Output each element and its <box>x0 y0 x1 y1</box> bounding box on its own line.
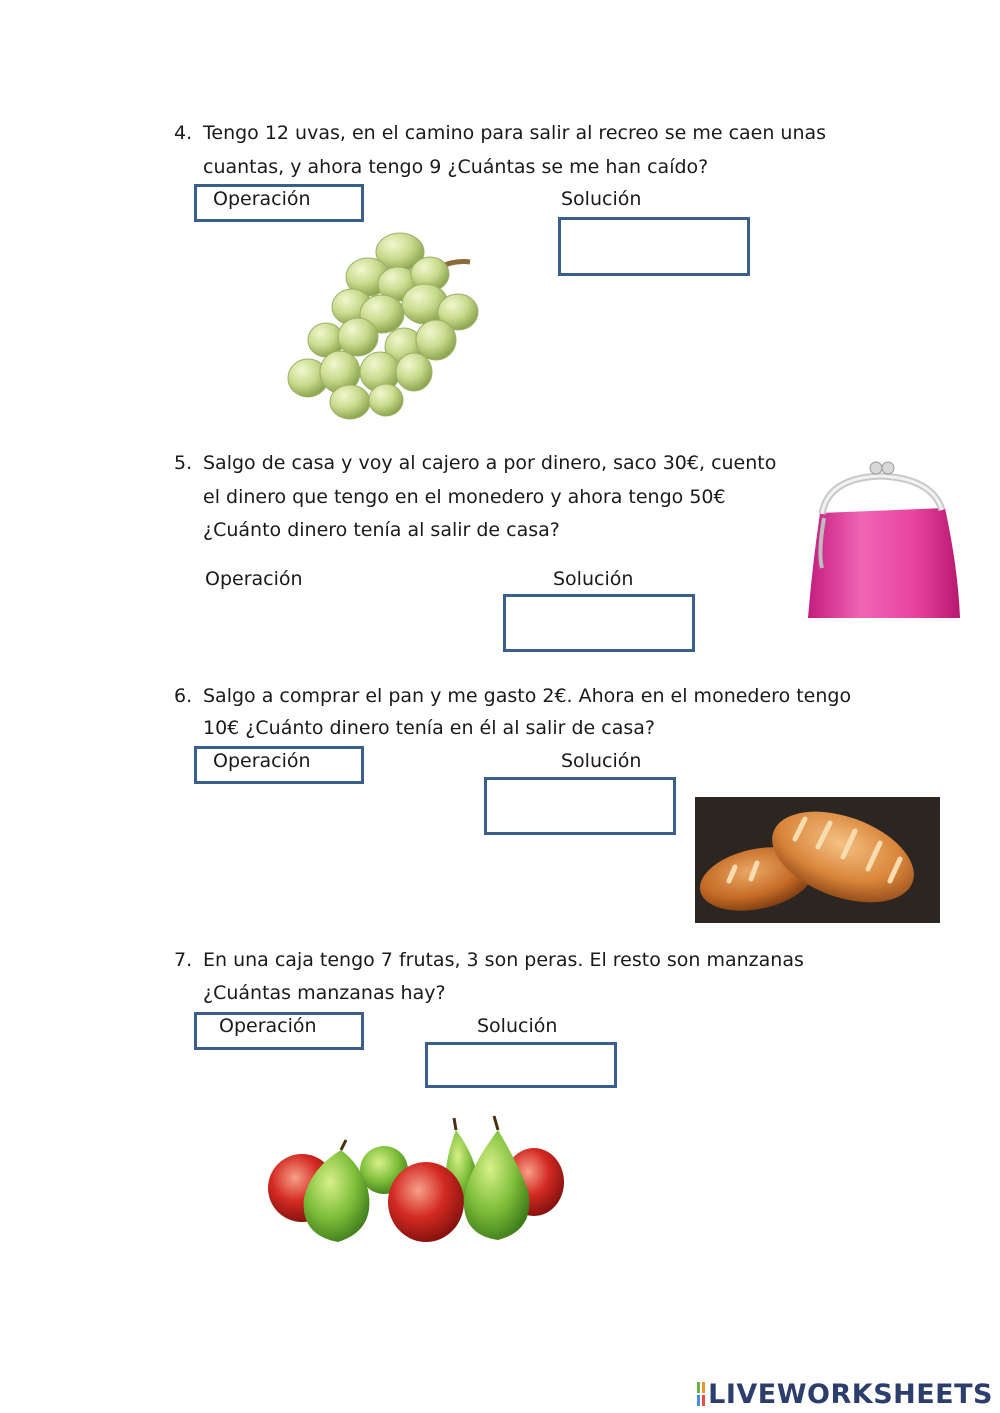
question-4-operation-label: Operación <box>213 188 311 210</box>
question-5-solution-box[interactable] <box>503 594 695 652</box>
question-4-line-2: cuantas, y ahora tengo 9 ¿Cuántas se me han caído? <box>203 156 709 178</box>
question-5-line-3: ¿Cuánto dinero tenía al salir de casa? <box>203 519 560 541</box>
question-6-solution-input[interactable] <box>487 780 673 832</box>
question-5-operation-label: Operación <box>205 568 303 590</box>
question-7-line-2: ¿Cuántas manzanas hay? <box>203 982 446 1004</box>
question-5-line-2: el dinero que tengo en el monedero y ahora tengo 50€ <box>203 486 726 508</box>
question-6-operation-label: Operación <box>213 750 311 772</box>
question-7-number: 7. <box>174 949 193 971</box>
question-5-number: 5. <box>174 452 193 474</box>
question-7-line-1: En una caja tengo 7 frutas, 3 son peras. El resto son manzanas <box>203 949 804 971</box>
question-4-number: 4. <box>174 122 193 144</box>
question-5-solution-label: Solución <box>553 568 634 590</box>
question-6-line-2: 10€ ¿Cuánto dinero tenía en él al salir de casa? <box>203 717 655 739</box>
question-4-line-1: Tengo 12 uvas, en el camino para salir al recreo se me caen unas <box>203 122 827 144</box>
liveworksheets-logo[interactable] <box>697 1378 993 1410</box>
question-4-solution-label: Solución <box>561 188 642 210</box>
grapes-image <box>280 222 516 440</box>
question-6-solution-label: Solución <box>561 750 642 772</box>
liveworksheets-icon <box>697 1382 705 1406</box>
question-5-line-1: Salgo de casa y voy al cajero a por dinero, saco 30€, cuento <box>203 452 777 474</box>
question-6-number: 6. <box>174 685 193 707</box>
fruits-image <box>266 1110 570 1260</box>
question-7-solution-label: Solución <box>477 1015 558 1037</box>
bread-image <box>695 797 940 923</box>
question-4-solution-box[interactable] <box>558 217 750 276</box>
liveworksheets-brand: LIVEWORKSHEETS <box>708 1378 993 1410</box>
question-4-solution-input[interactable] <box>561 220 747 273</box>
question-6-solution-box[interactable] <box>484 777 676 835</box>
question-7-solution-box[interactable] <box>425 1042 617 1088</box>
question-7-operation-label: Operación <box>219 1015 317 1037</box>
purse-image <box>800 458 966 626</box>
question-7-solution-input[interactable] <box>428 1045 614 1085</box>
question-5-solution-input[interactable] <box>506 597 692 649</box>
question-6-line-1: Salgo a comprar el pan y me gasto 2€. Ahora en el monedero tengo <box>203 685 852 707</box>
